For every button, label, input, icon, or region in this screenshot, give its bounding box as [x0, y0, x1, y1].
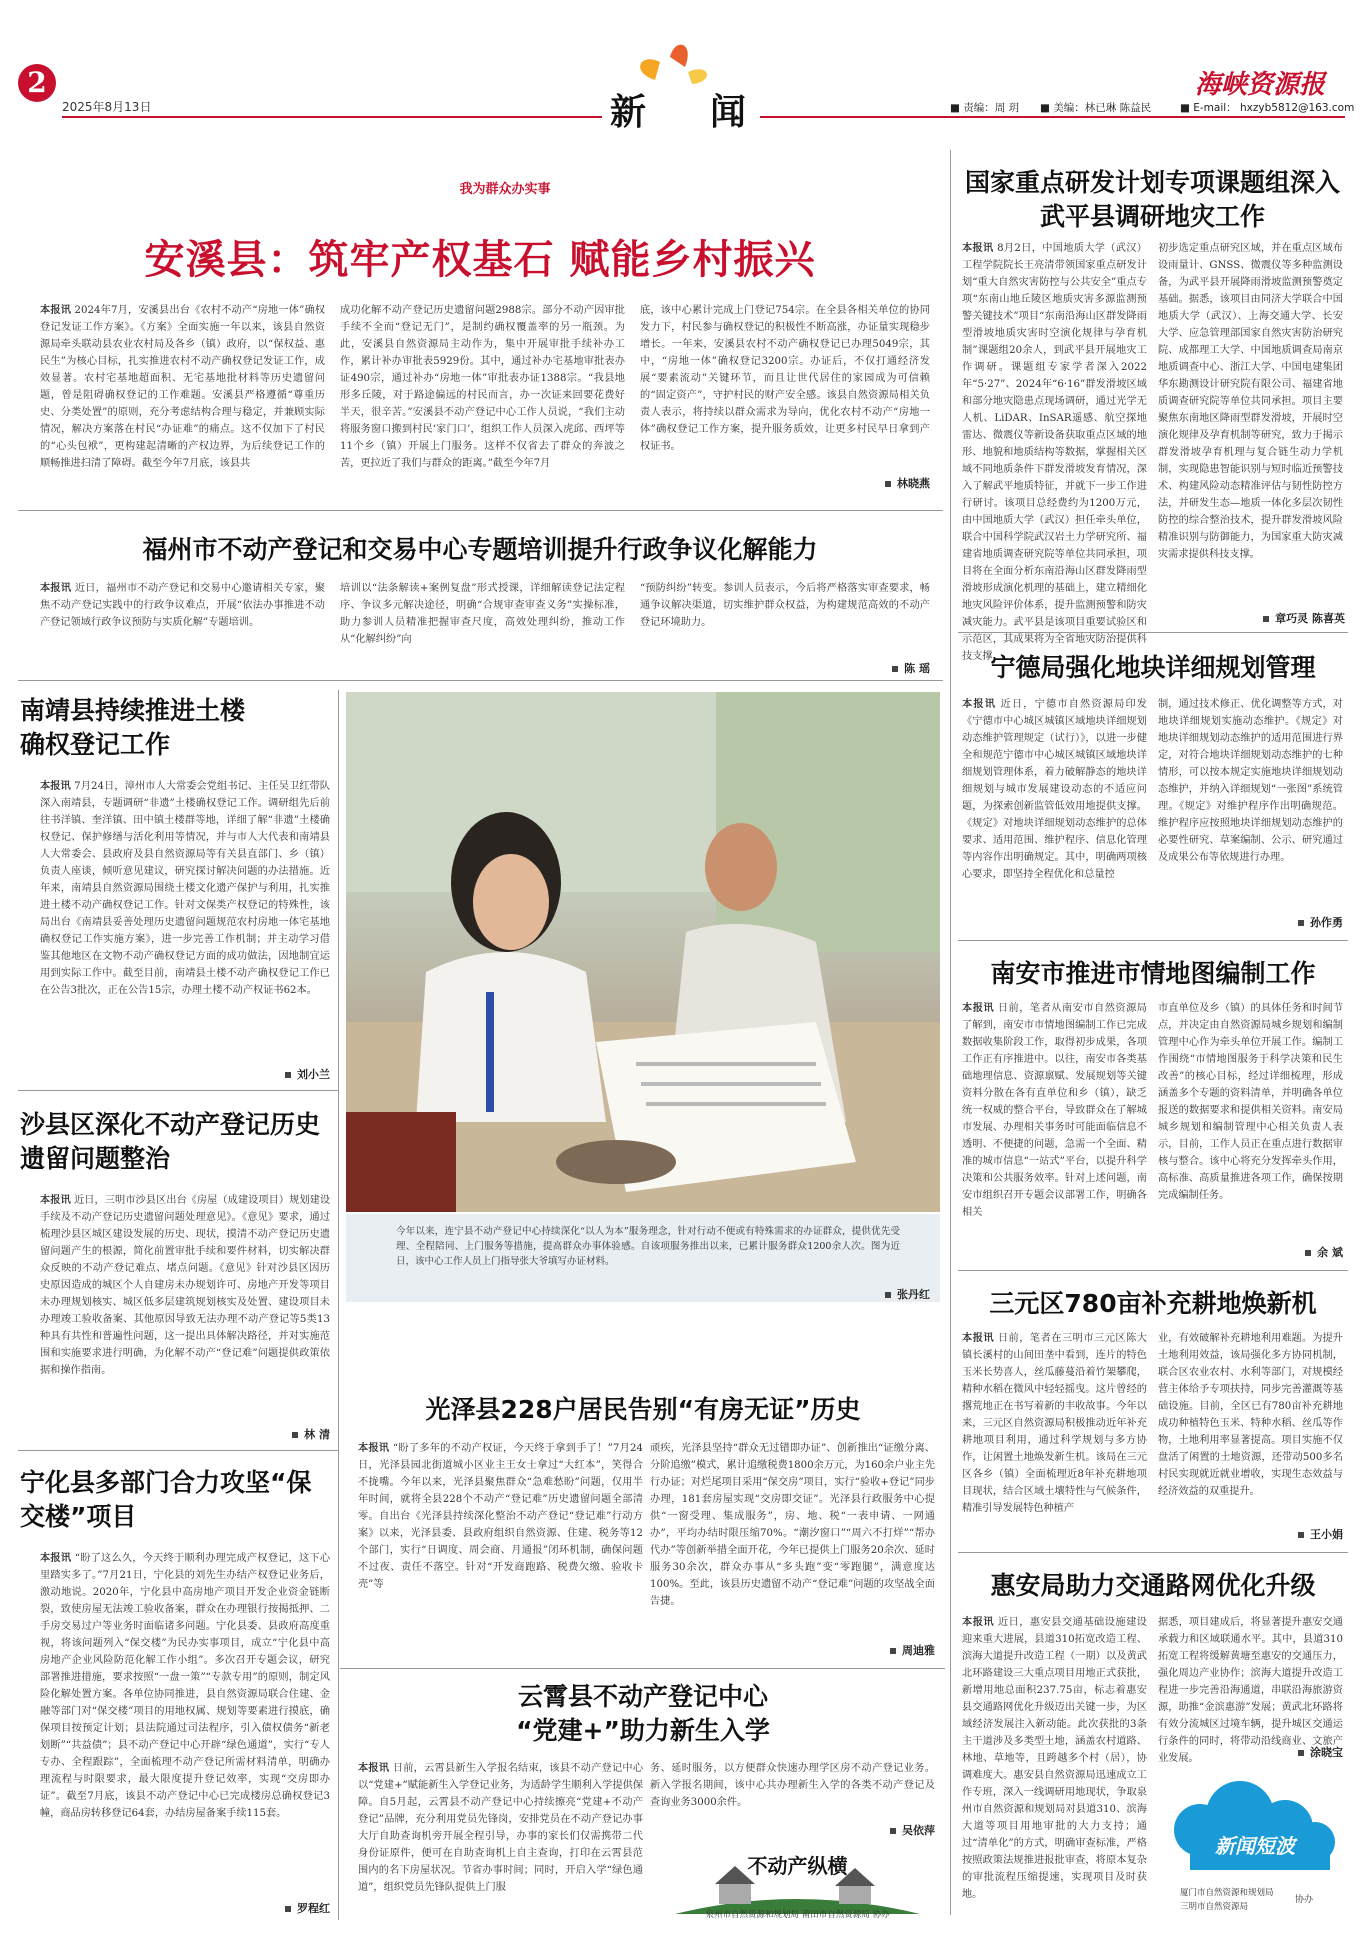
- article-text: 务、延时服务，以方便群众快速办理学区房不动产登记业务。新入学报名期间，该中心共办理新生入学的各类不动产登记及查询业务3000余件。: [650, 1763, 935, 1808]
- section-rule: [18, 1450, 338, 1451]
- article-text: 成功化解不动产登记历史遗留问题2988宗。部分不动产因审批手续不全而“登记无门”，是制约确权覆盖率的另一瓶颈。为此，安溪县自然资源局主动作为，集中开展审批手续补办工作，累计补办审批表5929份。其中，通过补办宅基地审批表办证490宗，通过补办“房地一体”审批表办证1388宗。“我县地形多丘陵，对于路途偏远的村民而言，办一次证来回要花费好半天，很辛苦。”安溪县不动产登记中心工作人员说，“我们主动将服务窗口搬到村民‘家门口’，组织工作人员深入虎邱、西坪等11个乡（镇）开展上门服务。这样不仅省去了群众的奔波之苦，更拉近了我们与群众的距离。”截至今年7月: [340, 305, 625, 469]
- headline-nanan: 南安市推进市情地图编制工作: [990, 959, 1316, 988]
- lead: 本报讯: [40, 1553, 72, 1564]
- byline: 王小娟: [1158, 1526, 1343, 1542]
- headline-sanyuan: 三元区780亩补充耕地焕新机: [989, 1289, 1317, 1318]
- headline-text: 国家重点研发计划专项课题组深入武平县调研地灾工作: [964, 168, 1340, 231]
- article-text: “盼了多年的不动产权证，今天终于拿到手了！”7月24日，光泽县园北街道城小区业主王女士拿过“大红本”，笑得合不拢嘴。今年以来，光泽县聚焦群众“急难愁盼”问题，仅用半年时间，就将全县228个不动产“登记难”历史遗留问题全部清零。自出台《光泽县持续深化整治不动产登记“登记难”行动方案》以来，光泽县委、县政府组织自然资源、住建、税务等12个部门，实行“日调度、周会商、月通报”闭环机制，确保问题不过夜、责任不落空。针对“开发商跑路、税费欠缴、验收卡壳”等: [358, 1443, 643, 1590]
- article-text: 日前，笔者从南安市自然资源局了解到，南安市市情地图编制工作已完成数据收集阶段工作，取得初步成果，各项工作正有序推进中。以往，南安市各类基础地理信息、资源禀赋、发展规划等关键资料分散在各有直单位和乡（镇），缺乏统一权威的整合平台，导致群众在了解城市发展、办理相关事务时可能面临信息不透明、不便捷的问题，急需一个全面、精准的城市信息“一站式”平台，以提升科学决策和公共服务效率。针对上述问题，南安市组织召开专题会议部署工作，明确各相关: [962, 1003, 1147, 1218]
- article-text: 底，该中心累计完成上门登记754宗。在全县各相关单位的协同发力下，村民参与确权登记的积极性不断高涨，办证量实现稳步增长。一年来，安溪县农村不动产确权登记已办理5049宗，其中，“房地一体”确权登记3200宗。办证后，不仅打通经济发展“要素流动”关键环节，而且让世代居住的家园成为可信赖的“固定资产”，守护村民的财产安全感。该县自然资源局相关负责人表示，将持续以群众需求为导向，优化农村不动产“房地一体”确权登记工作方案，提升服务质效，让更多村民早日拿到产权证书。: [640, 305, 930, 452]
- headline-shaxian: 沙县区深化不动产登记历史遗留问题整治: [20, 1110, 321, 1173]
- byline: 陈 瑶: [640, 660, 930, 676]
- section-rule: [18, 1090, 338, 1091]
- lead: 本报讯: [962, 699, 997, 710]
- lead: 本报讯: [40, 305, 72, 316]
- headline-yunxiao-1: 云霄县不动产登记中心: [517, 1682, 768, 1711]
- article-text: 初步选定重点研究区域，并在重点区域布设雨量计、GNSS、微震仪等多种监测设备，为武平县开展降雨滑坡监测预警奠定基础。据悉，该项目由同济大学联合中国地质大学（武汉）、上海交通大学、长安大学、应急管理部国家自然灾害防治研究院、成都理工大学、中国地质调查局南京地质调查中心、浙江大学、中国电建集团华东勘测设计研究院有限公司、福建省地质调查研究院等单位共同承担。项目主要聚焦东南地区降雨型群发滑坡，开展时空演化规律及孕育机制等研究，致力于揭示群发滑坡孕育机理与复合链生动力学机制，实现隐患智能识别与短时临近预警技术、构建风险动态精准评估与韧性防控方法，并研发生态—地质一体化多层次韧性防控的综合整治技术，提升群发滑坡风险精准识别与防御能力，为国家重大防灾减灾需求提供科技支撑。: [1158, 243, 1343, 560]
- paper-name: 海峡资源报: [1195, 70, 1326, 100]
- article-text: 市直单位及乡（镇）的具体任务和时间节点，并决定由自然资源局城乡规划和编制管理中心作为牵头单位开展工作。编制工作围绕“市情地图服务于科学决策和民生改善”的核心目标，经过详细梳理，形成涵盖多个专题的资料清单，并明确各单位报送的数据要求和提供相关资料。南安局城乡规划和编制管理中心相关负责人表示，目前，工作人员正在重点进行数据审核与整合。该中心将充分发挥牵头作用，高标准、高质量推进各项工作，确保按期完成编制任务。: [1158, 1003, 1343, 1201]
- article-text: “盼了这么久，今天终于顺利办理完成产权登记，这下心里踏实多了。”7月21日，宁化县的刘先生办结产权登记业务后，激动地说。2020年，宁化县中高房地产项目开发企业资金链断裂，致使房屋无法竣工验收备案，群众在办理银行按揭抵押、二手房交易过户等业务时面临诸多问题。宁化县委、县政府高度重视，将该问题列入“保交楼”为民办实事项目，成立“宁化县中高房地产企业风险防范化解工作小组”。多次召开专题会议，研究部署推进措施，要求按照“一盘一策”“专款专用”的原则，制定风险化解处置方案。各单位协同推进，县自然资源局联合住建、金融等部门对“保交楼”项目的用地权属、规划等要素进行摸底，确保项目按预定计划；县法院通过司法程序，引入债权债务“新老划断”“共益债”；县不动产登记中心开辟“绿色通道”，实行“专人专办、全程跟踪”，全面梳理不动产登记所需材料清单，明确办理流程与时限要求，最大限度提升登记效率，实现“交房即办证”。截至7月底，该县不动产登记中心已完成楼房总确权登记3幢，商品房转移登记64套，办结房屋备案手续115套。: [40, 1553, 331, 1819]
- article-body: [640, 580, 930, 658]
- headline-guangze: 光泽县228户居民告别“有房无证”历史: [425, 1395, 861, 1424]
- article-text: 近日，三明市沙县区出台《房屋（成建设项目）规划建设手续及不动产登记历史遗留问题处理意见》。《意见》要求，通过梳理沙县区城区建设发展的历史、现状，摸清不动产登记历史遗留问题产生的根源，简化前置审批手续和要件材料，切实解决群众反映的不动产登记难点、堵点问题。《意见》针对沙县区因历史原因造成的城区个人自建房未办规划许可、房地产开发等项目未办理规划核实、城区低多层建筑规划核实及处置、建设项目未办理竣工验收备案、其他原因导致无法办理不动产登记等5类13种具有共性和普遍性问题，这一提出具体解决路径，并对实施范围和实施要求进行明确，为化解不动产“登记难”问题提供政策依据和操作指南。: [40, 1195, 331, 1376]
- section-rule: [958, 1270, 1348, 1271]
- article-body: [358, 1440, 643, 1640]
- headline-ningde: 宁德局强化地块详细规划管理: [990, 653, 1316, 682]
- article-body: [40, 778, 330, 1060]
- byline: 周迪雅: [650, 1642, 935, 1658]
- article-body: [358, 1760, 643, 1930]
- article-body: [650, 1440, 935, 1620]
- article-body: [40, 1192, 330, 1422]
- section-rule: [958, 1552, 1348, 1553]
- article-text: 培训以“法条解读+案例复盘”形式授课，详细解读登记法定程序、争议多元解决途径，明确“合规审查审查义务”实操标准，助力参训人员精准把握审查尺度，高效处理纠纷，推动工作从“化解纠纷”向: [340, 583, 625, 645]
- duanbo-sponsor-1: 厦门市自然资源和规划局: [1180, 1888, 1274, 1898]
- header-designer: ■ 美编：林已琳 陈益民: [1040, 102, 1152, 114]
- article-body: [650, 1760, 935, 1820]
- article-body: [40, 1550, 330, 1896]
- article-body: [1158, 1330, 1343, 1520]
- duanbo-sponsor-2: 三明市自然资源局: [1180, 1902, 1249, 1912]
- headline-huian: 惠安局助力交通路网优化升级: [990, 1571, 1316, 1600]
- article-text: 近日，惠安县交通基础设施建设迎来重大进展，县道310拓宽改造工程、滨海大道提升改造工程（一期）以及黄武北环路建设三大重点项目用地正式获批，新增用地总面积237.75亩，标志着惠安县交通路网优化升级迈出关键一步，为区域经济发展注入新动能。此次获批的3条主干道涉及多类型土地，涵盖农村道路、林地、草地等，且跨越多个村（居），协调难度大。惠安县自然资源局迅速成立工作专班，深入一线调研用地现状，争取泉州市自然资源和规划局对县道310、滨海大道等项目用地审批的大力支持；通过“清单化”的方式，明确审查标准，严格按照政策法规推进报批审查，将原本复杂的审批流程压缩提速，实现项目及时获地。: [962, 1617, 1147, 1900]
- article-text: 日前，云霄县新生入学报名结束，该县不动产登记中心以“党建+”赋能新生入学登记业务，为适龄学生顺利入学提供保障。自5月起，云霄县不动产登记中心持续擦亮“党建+不动产登记”品牌，充分利用党员先锋岗，安排党员在不动产登记办事大厅自助查询机旁开展全程引导，办事的家长们仅需携带二代身份证原件，便可在自助查询机上自主查询，打印在云霄县范围内的名下房屋状况。节省办事时间；同时，开启入学“绿色通道”，组织党员先锋队提供上门服: [358, 1763, 644, 1893]
- headline-fuzhou: 福州市不动产登记和交易中心专题培训提升行政争议化解能力: [142, 535, 818, 564]
- article-body: [962, 1000, 1147, 1262]
- duanbo-title: 新闻短波: [1215, 1834, 1295, 1858]
- news-photo: [346, 692, 940, 1212]
- headline-anxi: 安溪县：筑牢产权基石 赋能乡村振兴: [144, 237, 816, 283]
- lead: 本报讯: [962, 1617, 995, 1628]
- byline: 涂晓宝: [1158, 1744, 1343, 1760]
- article-text: 7月24日，漳州市人大常委会党组书记、主任吴卫红带队深入南靖县，专题调研“非遗”土楼确权登记工作。调研组先后前往书洋镇、奎洋镇、田中镇土楼群等地，详细了解“非遗”土楼确权登记、保护修缮与活化利用等情况，并与市人大代表和南靖县人大常委会、县政府及县自然资源局等有关县直部门、乡（镇）负责人座谈，倾听意见建议，研究探讨解决问题的办法措施。近年来，南靖县自然资源局围绕土楼文化遗产保护与利用，扎实推进土楼不动产确权登记工作。针对文保类产权登记的特殊性，该局出台《南靖县妥善处理历史遗留问题规范农村房地一体宅基地确权登记工作实施方案》，进一步完善工作机制；并主动学习借鉴其他地区在文物不动产确权登记方面的成功做法，因地制宜运用到实际工作中。截至目前，南靖县土楼不动产确权登记工作已在公告3批次，正在公告15宗，办理土楼不动产权证书62本。: [40, 781, 330, 996]
- zongheng-title: 不动产纵横: [747, 1854, 848, 1878]
- article-text: 业，有效破解补充耕地利用难题。为提升土地利用效益，该局强化多方协同机制，联合区农业农村、水利等部门，对规模经营主体给予专项扶持，同步完善灌溉等基础设施。目前，全区已有780亩补充耕地成功种植特色玉米、特种水稻、丝瓜等作物，土地利用率显著提高。项目实施不仅盘活了闲置的土地资源，还带动500多名村民实现就近就业增收，实现生态效益与经济效益的双重提升。: [1158, 1333, 1343, 1497]
- byline: 余 斌: [1158, 1244, 1343, 1260]
- section-logo: [600, 32, 760, 132]
- byline: 孙作勇: [1158, 914, 1343, 930]
- byline: 刘小兰: [40, 1066, 330, 1082]
- article-body: [962, 240, 1147, 662]
- article-text: “预防纠纷”转变。参训人员表示，今后将严格落实审查要求，畅通争议解决渠道，切实维护群众权益，为构建规范高效的不动产登记环境助力。: [640, 583, 930, 628]
- article-body: [1158, 240, 1343, 605]
- article-body: [1158, 1000, 1343, 1236]
- article-body: [40, 302, 325, 492]
- column-tag-text: 我为群众办实事: [459, 182, 551, 197]
- headline-nanjing: 南靖县持续推进土楼确权登记工作: [20, 696, 246, 759]
- column-logo-zongheng: [655, 1844, 940, 1924]
- article-text: 近日，宁德市自然资源局印发《宁德市中心城区城镇区域地块详细规划动态维护管理规定（试行）》，以进一步健全和规范宁德市中心城区城镇区域地块详细规划管理体系，着力破解静态的地块详细规划与城市发展建设动态的不适应问题，为探索创新监管低效用地提供支撑。《规定》对地块详细规划动态维护的总体要求、适用范围、维护程序、信息化管理等内容作出明确规定。其中，明确两项核心要求，即坚持全程优化和总量控: [962, 699, 1147, 880]
- byline: 罗程红: [40, 1900, 330, 1916]
- article-text: 制，通过技术修正、优化调整等方式，对地块详细规划实施动态维护。《规定》对地块详细规划动态维护的适用范围进行界定，对符合地块详细规划动态维护的七种情形，可以按本规定实施地块详细规划动态维护，并纳入详细规划“一张图”系统管理。《规定》对维护程序作出明确规范。维护程序应按照地块详细规划动态维护的必要性研究、草案编制、公示、研究通过及成果公布等依规进行办理。: [1158, 699, 1343, 863]
- article-body: [962, 1330, 1147, 1546]
- lead: 本报讯: [962, 1333, 995, 1344]
- column-tag: [365, 178, 645, 197]
- headline-ninghua: 宁化县多部门合力攻坚“保交楼”项目: [20, 1468, 312, 1531]
- photo-illustration: [346, 692, 940, 1212]
- byline: 吴依萍: [650, 1822, 935, 1838]
- lead: 本报讯: [40, 583, 72, 594]
- section-rule: [958, 940, 1348, 941]
- article-body: [962, 1614, 1147, 1926]
- section-rule: [340, 1668, 945, 1669]
- article-body: [1158, 696, 1343, 906]
- byline: 章巧灵 陈喜英: [1100, 610, 1345, 626]
- header-date: 2025年8月13日: [62, 100, 152, 114]
- article-body: [40, 580, 325, 675]
- header-rule-right: [760, 116, 1345, 118]
- lead: 本报讯: [358, 1763, 390, 1774]
- section-title-2: 闻: [710, 91, 747, 133]
- column-logo-duanbo: [1160, 1770, 1345, 1925]
- article-text: 8月2日，中国地质大学（武汉）工程学院院长王亮清带领国家重点研发计划“重大自然灾害防控与公共安全”重点专项“东南山地丘陵区地质灾害多源监测预警关键技术”项目“东南沿海山区群发降雨型滑坡地质灾害时空演化规律与孕育机制”课题组20余人，到武平县开展地灾工作调研。课题组专家学者深入2022年“5·27”、2024年“6·16”群发滑坡区域和部分地灾隐患点现场调研，通过光学无人机、LiDAR、InSAR遥感、航空探地雷达、微震仪等新设备获取重点区域的地形、地貌和地质结构等数据，掌握相关区域不同地质条件下群发滑坡发育情况，深入了解武平地质特征，并就下一步工作进行研讨。该项目总经费约为1200万元，由中国地质大学（武汉）担任牵头单位，联合中国科学院武汉岩土力学研究所、福建省地质调查研究院等单位共同承担，项目将在全面分析东南沿海山区群发降雨型滑坡形成演化机理的基础上，建立精细化地灾风险评价体系，提升监测预警和防灾减灾能力。武平县是该项目重要试验区和示范区，其成果将为全省地灾防治提供科技支撑。: [962, 243, 1147, 662]
- lead: 本报讯: [962, 1003, 995, 1014]
- article-text: 顽疾，光泽县坚持“群众无过错即办证”、创新推出“证缴分离、分阶追缴”模式，累计追缴税费1800余万元，为160余户业主先行办证；对烂尾项目采用“保交房”项目，实行“验收+登记”同步办理，181套房屋实现“交房即交证”。光泽县行政服务中心提供“一窗受理、集成服务”，房、地、税“一表申请、一网通办”，平均办结时限压缩70%。“潮汐窗口”“周六不打烊”“帮办代办”等创新举措全面开花，今年已提供上门服务20余次、延时服务30余次，群众办事从“多头跑”变“零跑腿”，满意度达100%。至此，该县历史遗留不动产“登记难”问题的攻坚战全面告捷。: [650, 1443, 935, 1607]
- article-body: [340, 302, 625, 492]
- article-text: 2024年7月，安溪县出台《农村不动产“房地一体”确权登记发证工作方案》。《方案》全面实施一年以来，该县自然资源局牵头联动县农业农村局及各乡（镇）政府，以“保权益、惠民生”为核心目标，扎实推进农村不动产确权登记发证工作，成效显著。农村宅基地超面积、无宅基地批材料等历史遗留问题，曾是阻碍确权登记的工作难题。安溪县严格遵循“尊重历史、分类处置”的原则，充分考虑结构合理与稳定，并兼顾实际情况，解决方案落在村民“办证难”的痛点。这不仅加下了村民的“心头包袱”，更构建起清晰的产权边界，为后续登记工作的顺畅推进扫清了障碍。截至今年7月底，该县共: [40, 305, 325, 469]
- header-editor: ■ 责编：周 玥: [950, 102, 1020, 114]
- duanbo-co: 协办: [1295, 1895, 1314, 1905]
- article-body: [962, 696, 1147, 932]
- article-text: 据悉，项目建成后，将显著提升惠安交通承载力和区域联通水平。其中，县道310拓宽工程将缓解黄塘至惠安的交通压力，强化周边产业协作；滨海大道提升改造工程进一步完善沿海通道，串联沿海旅游资源，助推“金滨惠游”发展；黄武北环路将有效分流城区过境车辆，提升城区交通运行条件的同时，将带动沿线商业、文旅产业发展。: [1158, 1617, 1343, 1764]
- page-number-badge: [18, 64, 56, 102]
- lead: 本报讯: [40, 1195, 71, 1206]
- lead: 本报讯: [962, 243, 994, 254]
- section-rule: [18, 680, 943, 681]
- headline-yunxiao-2: “党建+”助力新生入学: [516, 1716, 770, 1745]
- zongheng-sponsor: 泉州市自然资源和规划局 莆田市自然资源局 协办: [705, 1910, 890, 1920]
- column-divider: [338, 690, 339, 1920]
- byline: 林晓燕: [640, 475, 930, 491]
- photo-byline: 张丹红: [760, 1286, 930, 1302]
- section-title-1: 新: [610, 91, 647, 133]
- cloud-icon: [1160, 1770, 1345, 1880]
- headline-wuping: [960, 166, 1345, 234]
- byline: 林 清: [40, 1426, 330, 1442]
- article-text: 日前，笔者在三明市三元区陈大镇长溪村的山间田垄中看到，连片的特色玉米长势喜人，丝瓜藤蔓沿着竹架攀爬，精种水稻在微风中轻轻摇曳。这片曾经的撂荒地正在书写着新的丰收故事。今年以来，三元区自然资源局积极推动近年补充耕地项目利用，通过科学规划与多方协作，让闲置土地焕发新生机。该局在三元区各乡（镇）全面梳理近8年补充耕地项目现状，结合区域土壤特性与气候条件，精准引导发展特色种植产: [962, 1333, 1147, 1514]
- article-body: [340, 580, 625, 675]
- lead: 本报讯: [358, 1443, 390, 1454]
- article-body: [640, 302, 930, 472]
- header-email: ■ E-mail： hxzyb5812@163.com: [1180, 102, 1355, 114]
- section-rule: [18, 510, 943, 511]
- header-rule-left: [62, 116, 602, 118]
- page-number: 2: [27, 66, 47, 99]
- article-text: 近日，福州市不动产登记和交易中心邀请相关专家，聚焦不动产登记实践中的行政争议难点，开展“依法办事推进不动产登记领域行政争议预防与实质化解”专题培训。: [40, 583, 326, 628]
- photo-caption: 今年以来，连宁县不动产登记中心持续深化“以人为本”服务理念，针对行动不便或有特殊需求的办证群众，提供优先受理、全程陪同、上门服务等措施，提高群众办事体验感。自该项服务推出以来，已累计服务群众1200余人次。图为近日，该中心工作人员上门指导张大爷填写办证材料。: [396, 1226, 900, 1267]
- lead: 本报讯: [40, 781, 71, 792]
- column-divider: [950, 150, 951, 1915]
